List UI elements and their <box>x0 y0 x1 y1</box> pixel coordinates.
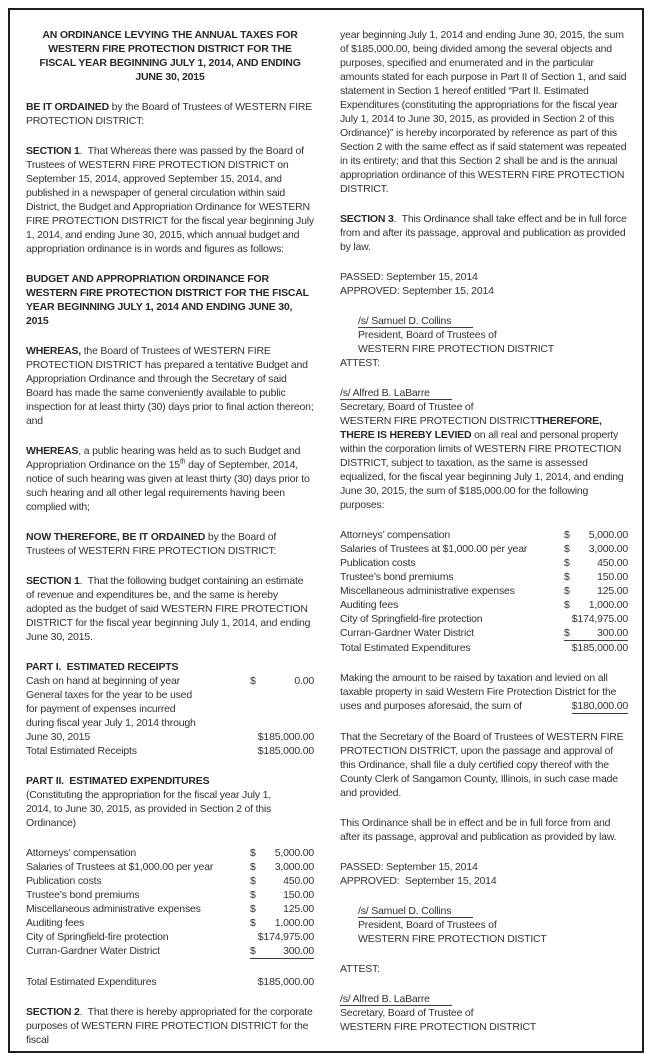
part-heading <box>26 660 314 674</box>
paragraph <box>26 444 314 514</box>
text-segment: by the Board of Trustees of WESTERN FIRE PROTECTION DISTRICT: <box>26 101 313 127</box>
text-lines <box>340 314 628 370</box>
amount-cell <box>250 888 314 902</box>
row-label: Total Estimated Receipts <box>26 745 137 757</box>
text-segment: . That the following budget containing an estimate of revenue and expenditures be, and the same is hereby adopted as the budget of said WESTERN FIRE PROTECTION DISTRICT for the fiscal year beginning July 1, 2014, and ending June 30, 2015. <box>26 575 311 643</box>
text-line <box>340 1020 628 1034</box>
amount-cell <box>564 584 628 598</box>
paragraph <box>26 788 276 830</box>
paragraph <box>26 574 314 644</box>
text-lines <box>340 270 628 298</box>
text-segment: BE IT ORDAINED <box>26 101 109 113</box>
money-row <box>26 744 314 758</box>
row-label: during fiscal year July 1, 2014 through <box>26 717 196 729</box>
text-line <box>340 918 628 932</box>
amount-value: $185,000.00 <box>257 731 314 743</box>
text-lines <box>340 992 628 1034</box>
text-line <box>340 874 628 888</box>
text-segment: That the Secretary of the Board of Trustees of WESTERN FIRE PROTECTION DISTRICT, upon the passage and approval of this Ordinance, shall file a duly certified copy thereof with the County Clerk of Sangamon County, Illinois, in such case made and provided. <box>340 731 624 799</box>
amount-value: 450.00 <box>597 557 628 569</box>
dollar-sign: $ <box>250 903 256 915</box>
money-row <box>26 902 314 916</box>
text-segment: . This Ordinance shall take effect and be in full force from and after its passage, approval and publication as provided by law. <box>340 213 627 253</box>
money-row <box>26 975 314 989</box>
amount-value: 1,000.00 <box>588 599 628 611</box>
dollar-sign: $ <box>250 847 256 859</box>
money-row <box>26 916 314 930</box>
text-segment: WHEREAS <box>26 445 79 457</box>
signature-line <box>340 904 628 918</box>
line-text: WESTERN FIRE PROTECTION DISTRICT <box>358 343 555 355</box>
amount-value: 1,000.00 <box>274 917 314 929</box>
paragraph <box>340 414 628 512</box>
row-label: Total Estimated Expenditures <box>340 642 471 654</box>
money-row <box>26 688 314 702</box>
amount-cell <box>564 641 628 655</box>
text-line <box>340 932 628 946</box>
money-table <box>340 528 628 655</box>
row-label: City of Springfield-fire protection <box>26 931 169 943</box>
row-label: City of Springfield-fire protection <box>340 613 483 625</box>
amount-cell <box>250 744 314 758</box>
row-label: Attorneys’ compensation <box>26 847 136 859</box>
row-label: Total Estimated Expenditures <box>26 976 157 988</box>
money-row <box>26 944 314 959</box>
paragraph <box>340 730 628 800</box>
text-line <box>340 270 628 284</box>
line-text: ATTEST: <box>340 963 380 975</box>
row-label: for payment of expenses incurred <box>26 703 176 715</box>
money-row <box>340 570 628 584</box>
text-segment: (Constituting the appropriation for the fiscal year July 1, 2014, to June 30, 2015, as provided in Section 2 of this Ordinance) <box>26 789 272 829</box>
text-segment: . That Whereas there was passed by the Board of Trustees of WESTERN FIRE PROTECTION DISTRICT on September 15, 2014, approved September 15, 2014, and published in a newspaper of general circulation within said District, the Budget and Appropriation Ordinance for WESTERN FIRE PROTECTION DISTRICT for the fiscal year beginning July 1, 2014, and ending June 30, 2015, which annual budget and appropriation ordinance is in words and figures as follows: <box>26 145 314 255</box>
row-label: Attorneys’ compensation <box>340 529 450 541</box>
paragraph <box>26 100 314 128</box>
text-line <box>340 400 628 414</box>
part-heading <box>26 774 314 788</box>
amount-value: 5,000.00 <box>588 529 628 541</box>
money-row <box>340 626 628 641</box>
paragraph <box>26 530 314 558</box>
text-segment: WHEREAS, <box>26 345 81 357</box>
amount-value: 0.00 <box>294 675 314 687</box>
text-segment: SECTION 2 <box>26 1006 80 1018</box>
line-text: /s/ Alfred B. LaBarre <box>340 387 452 400</box>
dollar-sign: $ <box>250 675 256 687</box>
paragraph <box>340 816 628 844</box>
row-label: Publication costs <box>26 875 102 887</box>
row-label: General taxes for the year to be used <box>26 689 192 701</box>
row-label: Trustee’s bond premiums <box>340 571 454 583</box>
row-label: Cash on hand at beginning of year <box>26 675 180 687</box>
amount-value: $185,000.00 <box>257 745 314 757</box>
amount-value: $185,000.00 <box>257 976 314 988</box>
text-segment: Making the amount to be raised by taxation and levied on all taxable property in said Western Fire Protection District for the uses and purposes aforesaid, the sum of <box>340 672 617 712</box>
text-lines <box>340 962 628 976</box>
money-row <box>26 930 314 944</box>
line-text: /s/ Samuel D. Collins <box>358 905 473 918</box>
money-row <box>26 716 314 730</box>
amount-cell <box>250 975 314 989</box>
amount-value: 150.00 <box>597 571 628 583</box>
dollar-sign: $ <box>564 571 570 583</box>
text-segment: on all real and personal property within the corporation limits of WESTERN FIRE PROTECTION DISTRICT, subject to taxation, as the same is assessed equalized, for the fiscal year beginning July 1, 2014, and ending June 30, 2015, the sum of $185,000.00 for the following purposes: <box>340 429 624 511</box>
line-text: ATTEST: <box>340 357 380 369</box>
amount-cell <box>250 944 314 959</box>
row-label: Miscellaneous administrative expenses <box>340 585 515 597</box>
text-segment: WESTERN FIRE PROTECTION DISTRICT <box>340 415 537 427</box>
amount-value: $185,000.00 <box>571 642 628 654</box>
text-line <box>340 342 628 356</box>
text-segment: th <box>179 458 186 466</box>
money-row <box>340 641 628 655</box>
signature-line <box>340 386 628 400</box>
signature-line <box>340 314 628 328</box>
amount-cell <box>564 612 628 626</box>
row-label: June 30, 2015 <box>26 731 90 743</box>
line-text: President, Board of Trustees of <box>358 329 497 341</box>
money-table <box>26 674 314 758</box>
money-row <box>340 584 628 598</box>
amount-cell <box>250 730 314 744</box>
row-label: Auditing fees <box>340 599 399 611</box>
text-segment: the Board of Trustees of WESTERN FIRE PROTECTION DISTRICT has prepared a tentative Budget and Appropriation Ordinance and through the Secretary of said Board has made the same conveniently available to public inspection for at least thirty (30) days prior to final action thereon; and <box>26 345 314 427</box>
text-lines <box>340 904 628 946</box>
amount-cell <box>250 860 314 874</box>
paragraph <box>340 28 628 196</box>
money-row <box>340 612 628 626</box>
amount-cell <box>250 874 314 888</box>
text-segment: $180,000.00 <box>571 700 628 712</box>
dollar-sign: $ <box>564 529 570 541</box>
paragraph <box>26 272 314 328</box>
line-text: WESTERN FIRE PROTECTION DISTRICT <box>340 1021 537 1033</box>
row-label: Trustee’s bond premiums <box>26 889 140 901</box>
money-row <box>340 556 628 570</box>
row-label: Miscellaneous administrative expenses <box>26 903 201 915</box>
money-row <box>26 702 314 716</box>
amount-cell <box>564 570 628 584</box>
left-column <box>26 28 314 1047</box>
amount-cell <box>564 556 628 570</box>
line-text: /s/ Alfred B. LaBarre <box>340 993 452 1006</box>
amount-value: 3,000.00 <box>588 543 628 555</box>
amount-value: 3,000.00 <box>274 861 314 873</box>
dollar-sign: $ <box>250 861 256 873</box>
money-row <box>26 730 314 744</box>
money-row <box>26 888 314 902</box>
money-row <box>340 528 628 542</box>
text-segment: BUDGET AND APPROPRIATION ORDINANCE FOR WESTERN FIRE PROTECTION DISTRICT FOR THE FISCAL YEAR BEGINNING JULY 1, 2014 AND ENDING JUNE 30, 2015 <box>26 273 309 327</box>
money-row <box>26 874 314 888</box>
text-segment: THEREFORE, THERE IS HEREBY LEVIED <box>340 415 602 441</box>
text-lines <box>340 386 628 414</box>
amount-value: 125.00 <box>597 585 628 597</box>
text-line <box>340 962 628 976</box>
money-row <box>340 598 628 612</box>
line-text: Secretary, Board of Trustee of <box>340 401 474 413</box>
line-text: Secretary, Board of Trustee of <box>340 1007 474 1019</box>
amount-cell <box>564 542 628 556</box>
amount-cell <box>250 916 314 930</box>
amount-value: 450.00 <box>283 875 314 887</box>
row-label: Publication costs <box>340 557 416 569</box>
text-segment: day of September, 2014, notice of such hearing was given at least thirty (30) days prior to such hearing and all other legal requirements having been complied with; <box>26 459 310 513</box>
money-row <box>340 542 628 556</box>
dollar-sign: $ <box>564 599 570 611</box>
paragraph <box>340 671 628 714</box>
amount-value: $174,975.00 <box>257 931 314 943</box>
amount-value: 300.00 <box>283 945 314 957</box>
amount-value: 5,000.00 <box>274 847 314 859</box>
money-row <box>26 674 314 688</box>
line-text: PASSED: September 15, 2014 <box>340 861 478 873</box>
amount-value: 300.00 <box>597 627 628 639</box>
text-line <box>340 1006 628 1020</box>
text-segment: year beginning July 1, 2014 and ending June 30, 2015, the sum of $185,000.00, being divided among the several objects and purposes, specified and enumerated and in the particular amounts stated for each purpose in Part II of Section 1, and said statement in Section 1 hereof entitled “Part II. Estimated Expenditures (constituting the appropriations for the fiscal year July 1, 2014 to June 30, 2015, as provided in Section 2 of this Ordinance)” is hereby incorporated by reference as part of this Section 2 with the same effect as if said statement was repeated in its entirety; and that this Section 2 shall be and is the annual appropriation ordinance of this WESTERN FIRE PROTECTION DISTRICT. <box>340 29 627 195</box>
money-row <box>26 846 314 860</box>
money-table <box>26 975 314 989</box>
amount-cell <box>250 674 314 688</box>
legal-notice-document <box>8 8 644 1053</box>
row-label: Salaries of Trustees at $1,000.00 per year <box>340 543 528 555</box>
dollar-sign: $ <box>250 875 256 887</box>
line-text: APPROVED: September 15, 2014 <box>340 875 497 887</box>
text-segment: . That there is hereby appropriated for the corporate purposes of WESTERN FIRE PROTECTION DISTRICT for the fiscal <box>26 1006 313 1046</box>
dollar-sign: $ <box>250 945 256 957</box>
amount-cell <box>250 930 314 944</box>
dollar-sign: $ <box>564 543 570 555</box>
dollar-sign: $ <box>564 585 570 597</box>
line-text: APPROVED: September 15, 2014 <box>340 285 494 297</box>
text-line <box>340 860 628 874</box>
amount-cell <box>250 902 314 916</box>
dollar-sign: $ <box>564 557 570 569</box>
signature-line <box>340 992 628 1006</box>
amount-cell <box>564 528 628 542</box>
amount-cell <box>250 846 314 860</box>
dollar-sign: $ <box>250 889 256 901</box>
paragraph <box>26 144 314 256</box>
heading-text: PART II. ESTIMATED EXPENDITURES <box>26 775 210 787</box>
amount-cell <box>564 598 628 612</box>
row-label: Curran-Gardner Water District <box>340 627 474 639</box>
line-text: /s/ Samuel D. Collins <box>358 315 473 328</box>
line-text: WESTERN FIRE PROTECTION DISTICT <box>358 933 547 945</box>
text-segment: This Ordinance shall be in effect and be in full force from and after its passage, approval and publication as provided by law. <box>340 817 617 843</box>
paragraph <box>26 344 314 428</box>
row-label: Auditing fees <box>26 917 85 929</box>
amount-value: 125.00 <box>283 903 314 915</box>
amount-value: $174,975.00 <box>571 613 628 625</box>
text-lines <box>340 860 628 888</box>
amount-cell <box>564 626 628 641</box>
two-column-layout <box>26 28 628 1047</box>
paragraph <box>26 1005 314 1047</box>
right-column <box>340 28 628 1047</box>
row-label: Salaries of Trustees at $1,000.00 per year <box>26 861 214 873</box>
money-row <box>26 860 314 874</box>
text-segment: SECTION 1 <box>26 575 80 587</box>
text-line <box>340 356 628 370</box>
ordinance-title <box>26 28 314 84</box>
money-table <box>26 846 314 959</box>
text-segment: by the Board of Trustees of WESTERN FIRE PROTECTION DISTRICT: <box>26 531 277 557</box>
heading-text: PART I. ESTIMATED RECEIPTS <box>26 661 179 673</box>
paragraph <box>340 212 628 254</box>
amount-value: 150.00 <box>283 889 314 901</box>
row-label: Curran-Gardner Water District <box>26 945 160 957</box>
text-segment: SECTION 1 <box>26 145 80 157</box>
text-segment: , a public hearing was held as to such Budget and Appropriation Ordinance on the 15 <box>26 445 301 471</box>
line-text: PASSED: September 15, 2014 <box>340 271 478 283</box>
text-segment: NOW THEREFORE, BE IT ORDAINED <box>26 531 206 543</box>
line-text: President, Board of Trustees of <box>358 919 497 931</box>
text-line <box>340 284 628 298</box>
text-segment: SECTION 3 <box>340 213 394 225</box>
dollar-sign: $ <box>564 627 570 639</box>
text-line <box>340 328 628 342</box>
dollar-sign: $ <box>250 917 256 929</box>
heading-text: AN ORDINANCE LEVYING THE ANNUAL TAXES FOR WESTERN FIRE PROTECTION DISTRICT FOR THE FISCAL YEAR BEGINNING JULY 1, 2014, AND ENDING JUNE 30, 2015 <box>39 29 301 83</box>
